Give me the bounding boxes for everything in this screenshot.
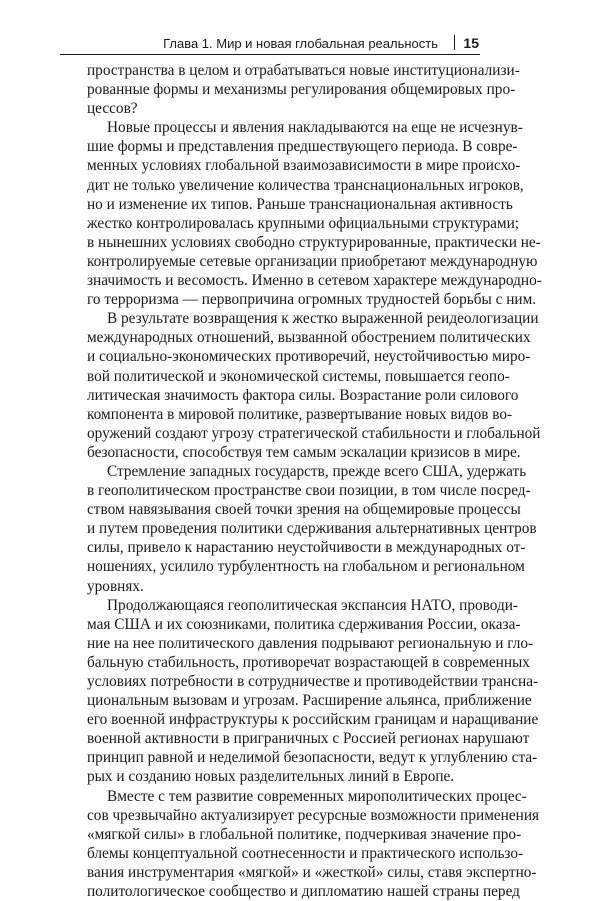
text-line: международных отношений, вызванной обострением политических bbox=[87, 329, 531, 347]
text-line: вой политической и экономической системы, повышается геопо- bbox=[87, 367, 510, 385]
text-line: цессов? bbox=[87, 100, 138, 118]
text-line: его военной инфраструктуры к российским границам и наращивание bbox=[87, 711, 539, 729]
text-line: контролируемые сетевые организации приобретают международную bbox=[87, 252, 538, 270]
text-line: Стремление западных государств, прежде всего США, удержать bbox=[107, 462, 527, 480]
header-separator bbox=[454, 35, 456, 50]
text-line: компонента в мировой политике, развертывание новых видов во- bbox=[87, 405, 513, 423]
text-line: ношениях, усилило турбулентность на глобальном и региональном bbox=[87, 558, 525, 576]
text-line: оружений создают угрозу стратегической стабильности и глобальной bbox=[87, 424, 541, 442]
text-line: значимость и весомость. Именно в сетевом характере международно- bbox=[87, 272, 542, 290]
text-line: пространства в целом и отрабатываться новые институционализи- bbox=[87, 62, 520, 79]
text-line: но и изменение их типов. Раньше транснациональная активность bbox=[87, 195, 513, 213]
text-line: Новые процессы и явления накладываются на еще не исчезнув- bbox=[107, 119, 523, 137]
text-line: го терроризма — первопричина огромных трудностей борьбы с ним. bbox=[87, 291, 537, 309]
text-line: в нынешних условиях свободно структурированные, практически не- bbox=[87, 233, 541, 251]
text-line: ством навязывания своей точки зрения на общемировые процессы bbox=[87, 501, 521, 519]
text-line: дит не только увеличение количества транснациональных игроков, bbox=[87, 176, 524, 194]
text-line: «мягкой силы» в глобальной политике, подчеркивая значение про- bbox=[87, 825, 522, 843]
text-line: шие формы и представления предшествующего периода. В совре- bbox=[87, 138, 518, 156]
paragraph bbox=[87, 596, 539, 787]
text-line: военной активности в приграничных с Россией регионах нарушают bbox=[87, 730, 530, 748]
text-line: Продолжающаяся геополитическая экспансия НАТО, проводи- bbox=[107, 596, 519, 614]
text-line: условиях потребности в сотрудничестве и противодействии трансна- bbox=[87, 673, 539, 690]
paragraph bbox=[87, 462, 537, 596]
text-line: литическая значимость фактора силы. Возрастание роли силового bbox=[87, 386, 519, 404]
text-line: бальную стабильность, противоречат возрастающей в современных bbox=[87, 653, 530, 671]
text-line: силы, привело к нарастанию неустойчивости в международных от- bbox=[87, 539, 526, 557]
text-line: политологическое сообщество и дипломатию нашей страны перед bbox=[87, 883, 520, 901]
text-line: принцип равной и неделимой безопасности, ведут к углублению ста- bbox=[87, 749, 538, 767]
text-line: рованные формы и механизмы регулирования общемировых про- bbox=[87, 81, 516, 99]
text-line: и путем проведения политики сдерживания альтернативных центров bbox=[87, 520, 537, 538]
chapter-title: Глава 1. Мир и новая глобальная реальность bbox=[163, 36, 438, 51]
page-number: 15 bbox=[463, 35, 479, 51]
text-line: вания инструментария «мягкой» и «жесткой» силы, ставя экспертно- bbox=[87, 863, 537, 881]
text-line: сов чрезвычайно актуализирует ресурсные возможности применения bbox=[87, 806, 540, 824]
text-line: мая США и их союзниками, политика сдерживания России, оказа- bbox=[87, 615, 521, 633]
text-line: менных условиях глобальной взаимозависимости в мире происхо- bbox=[87, 157, 521, 175]
text-line: в геополитическом пространстве свои позиции, в том числе посред- bbox=[87, 482, 531, 500]
body-text bbox=[87, 61, 542, 901]
text-line: и социально-экономических противоречий, неустойчивостью миро- bbox=[87, 348, 531, 366]
paragraph bbox=[87, 787, 540, 901]
text-line: Вместе с тем развитие современных мирополитических процес- bbox=[107, 787, 527, 805]
paragraph bbox=[87, 118, 542, 309]
text-line: жестко контролировалась крупными официальными структурами; bbox=[87, 214, 520, 232]
text-line: блемы концептуальной соотнесенности и практического использо- bbox=[87, 844, 524, 862]
paragraph bbox=[87, 309, 541, 462]
text-line: В результате возвращения к жестко выраженной реидеологизации bbox=[107, 310, 539, 328]
text-line: циональным вызовам и угрозам. Расширение альянса, приближение bbox=[87, 692, 532, 710]
text-line: уровнях. bbox=[87, 577, 144, 595]
text-line: рых и созданию новых разделительных линий в Европе. bbox=[87, 768, 455, 786]
running-header bbox=[60, 34, 480, 55]
text-line: безопасности, способствуя тем самым эскалации кризисов в мире. bbox=[87, 443, 521, 461]
text-line: ние на нее политического давления подрывают региональную и гло- bbox=[87, 634, 534, 652]
paragraph bbox=[87, 61, 520, 118]
